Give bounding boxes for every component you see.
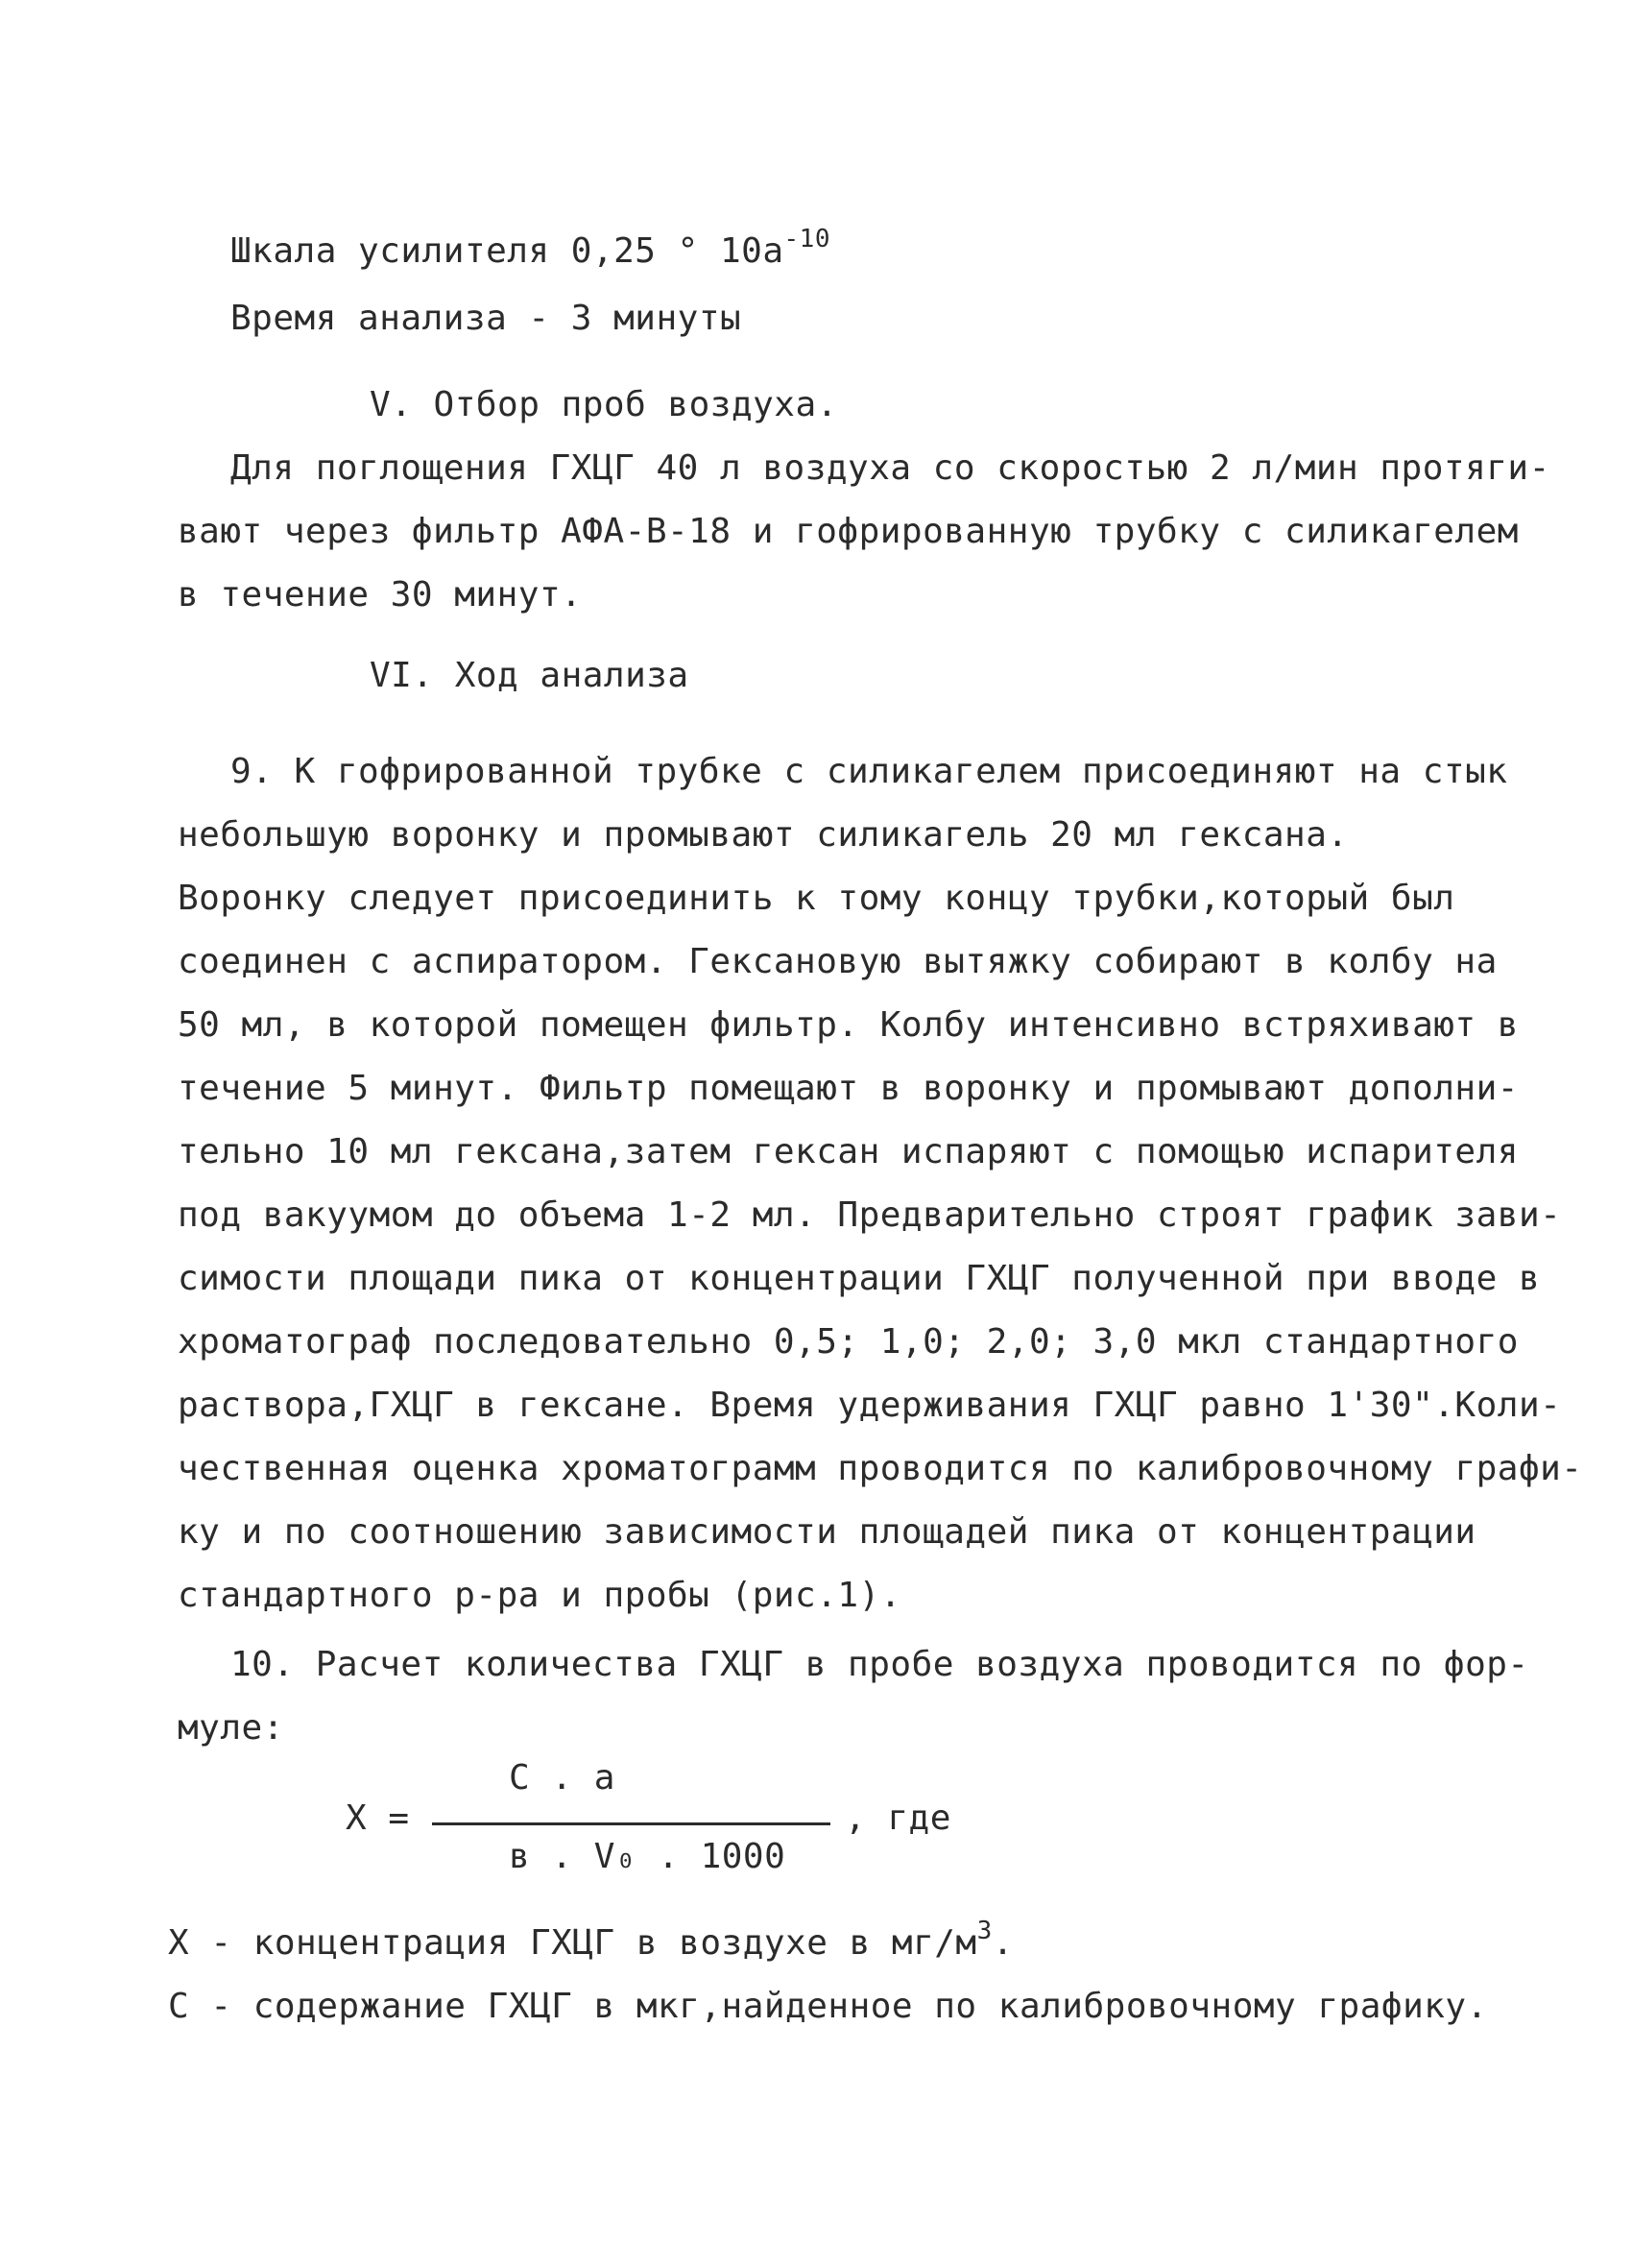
amplifier-scale-line	[230, 225, 830, 273]
section-6-heading: VI. Ход анализа	[370, 656, 689, 695]
paragraph-line: течение 5 минут. Фильтр помещают в воронку и промывают дополни-	[178, 1069, 1519, 1108]
paragraph-line: чественная оценка хроматограмм проводится по калибровочному графи-	[178, 1449, 1583, 1488]
paragraph-line: соединен с аспиратором. Гексановую вытяжку собирают в колбу на	[178, 942, 1498, 981]
amplifier-scale-exponent: -10	[783, 225, 830, 253]
paragraph-line: тельно 10 мл гексана,затем гексан испаряют с помощью испарителя	[178, 1132, 1519, 1171]
paragraph-line: в течение 30 минут.	[178, 575, 583, 615]
paragraph-line: Для поглощения ГХЦГ 40 л воздуха со скоростью 2 л/мин протяги-	[230, 448, 1550, 488]
definition-x-exponent: 3	[976, 1917, 993, 1945]
paragraph-line: вают через фильтр АФА-В-18 и гофрированную трубку с силикагелем	[178, 512, 1519, 551]
paragraph-line: раствора,ГХЦГ в гексане. Время удерживания ГХЦГ равно 1'30".Коли-	[178, 1386, 1562, 1425]
fraction-bar	[432, 1822, 830, 1825]
definition-x-end: .	[992, 1923, 1014, 1963]
analysis-time: Время анализа - 3 минуты	[230, 299, 742, 338]
formula-numerator: С . а	[509, 1758, 615, 1798]
section-5-heading: V. Отбор проб воздуха.	[370, 385, 838, 424]
paragraph-line: под вакуумом до объема 1-2 мл. Предварительно строят график зави-	[178, 1195, 1562, 1235]
formula-lhs: Х =	[346, 1798, 410, 1838]
paragraph-line: стандартного р-ра и пробы (рис.1).	[178, 1576, 901, 1615]
definition-x-text: Х - концентрация ГХЦГ в воздухе в мг/м	[168, 1923, 977, 1963]
paragraph-line: муле:	[178, 1708, 284, 1748]
paragraph-line: 50 мл, в которой помещен фильтр. Колбу интенсивно встряхивают в	[178, 1005, 1519, 1045]
formula-denominator: в . V₀ . 1000	[509, 1837, 786, 1876]
definition-c: С - содержание ГХЦГ в мкг,найденное по калибровочному графику.	[168, 1987, 1488, 2026]
paragraph-line: 10. Расчет количества ГХЦГ в пробе воздуха проводится по фор-	[230, 1645, 1529, 1684]
paragraph-line: симости площади пика от концентрации ГХЦГ полученной при вводе в	[178, 1259, 1541, 1298]
paragraph-line: 9. К гофрированной трубке с силикагелем присоединяют на стык	[230, 752, 1508, 791]
amplifier-scale-text: Шкала усилителя 0,25 ° 10а	[230, 231, 784, 271]
paragraph-line: небольшую воронку и промывают силикагель 20 мл гексана.	[178, 815, 1349, 855]
formula-suffix: , где	[845, 1798, 951, 1838]
paragraph-line: хроматограф последовательно 0,5; 1,0; 2,0; 3,0 мкл стандартного	[178, 1322, 1519, 1362]
definition-x	[168, 1917, 1014, 1965]
paragraph-line: Воронку следует присоединить к тому концу трубки,который был	[178, 879, 1455, 918]
paragraph-line: ку и по соотношению зависимости площадей пика от концентрации	[178, 1512, 1476, 1552]
